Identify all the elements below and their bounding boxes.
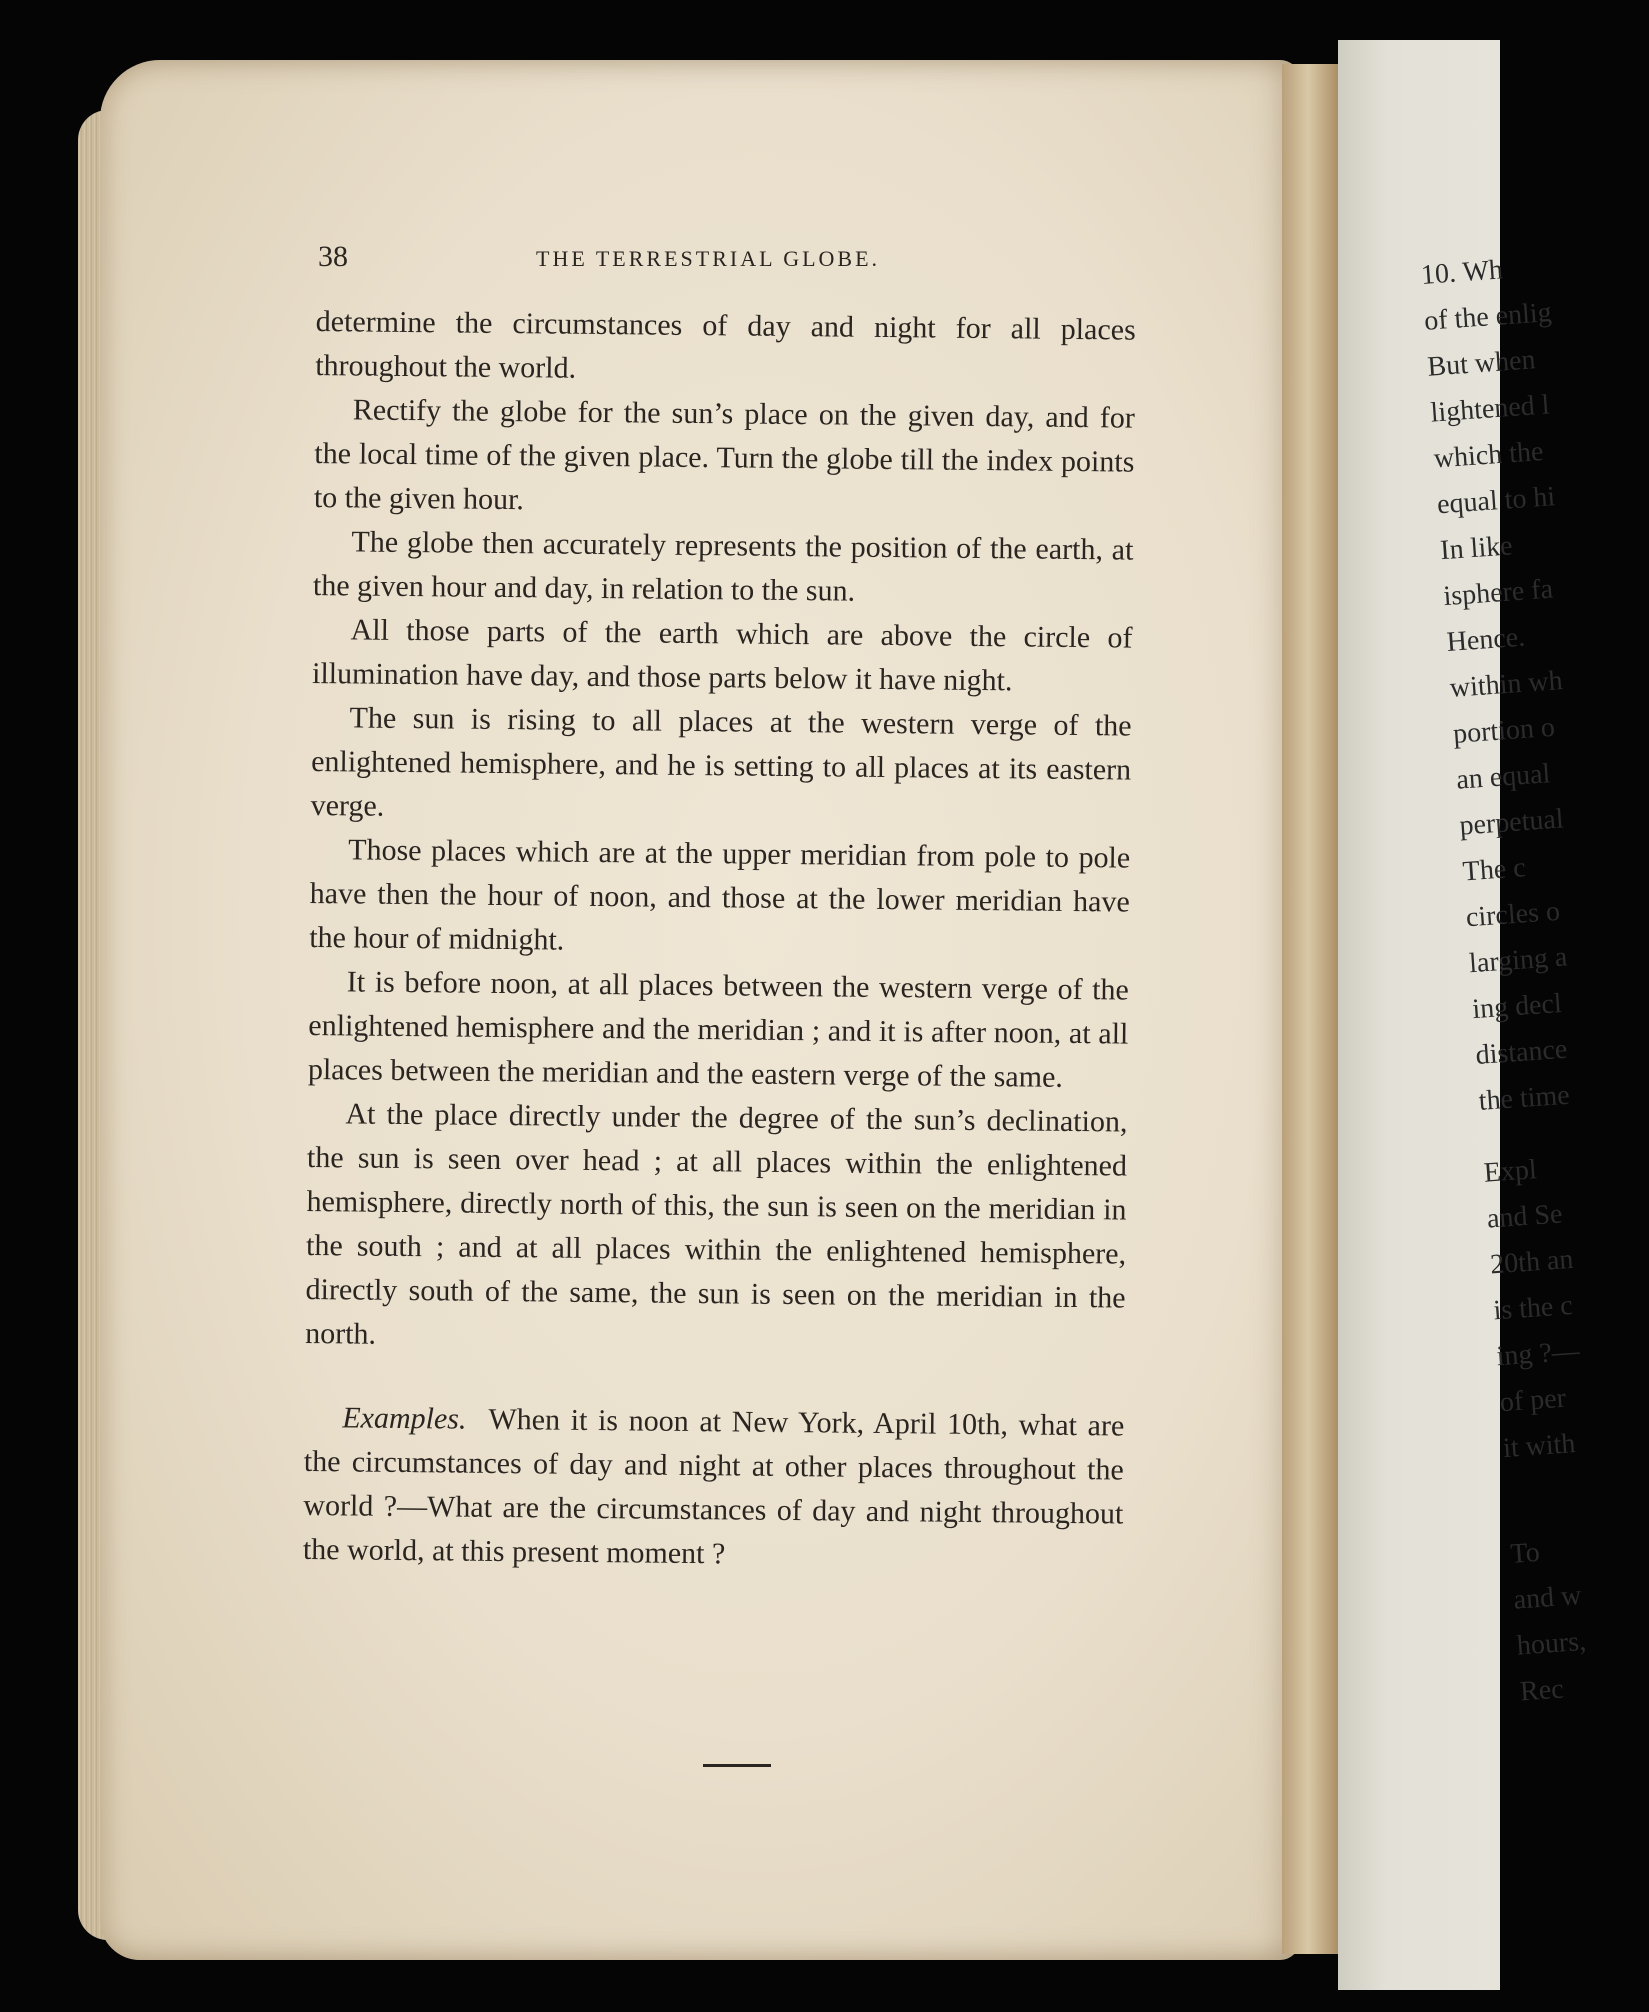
page-number: 38 — [318, 240, 348, 273]
facing-line: hours, — [1515, 1625, 1588, 1662]
facing-line: But when — [1426, 344, 1537, 383]
paragraph: Rectify the globe for the sun’s place on the given day, and for the local time of the given place. Turn the globe till the index points to the given hour. — [313, 393, 1135, 517]
facing-line: distance — [1474, 1033, 1569, 1072]
facing-line: and w — [1512, 1580, 1583, 1616]
paragraph: Those places which are at the upper meridian from pole to pole have then the hour of noon, and those at the lower meridian have the hour of midnight. — [309, 833, 1131, 957]
facing-line: ing decl — [1471, 987, 1563, 1026]
facing-line: within wh — [1448, 665, 1564, 704]
facing-line: The c — [1461, 852, 1527, 888]
facing-line: To — [1509, 1536, 1541, 1570]
examples-label: Examples. — [342, 1401, 467, 1436]
book-gutter — [1282, 64, 1340, 1954]
paragraph: All those parts of the earth which are above the circle of illumination have day, and those parts below it have night. — [311, 613, 1133, 698]
facing-line: and Se — [1485, 1198, 1564, 1235]
facing-line: Hence. — [1445, 621, 1527, 659]
page-header — [318, 240, 1138, 280]
paragraph: The globe then accurately represents the position of the earth, at the given hour and day, in relation to the sun. — [312, 525, 1134, 608]
paragraph: The sun is rising to all places at the western verge of the enlightened hemisphere, and he is setting to all places at its eastern verge. — [310, 701, 1132, 823]
facing-line: isphere fa — [1442, 573, 1554, 613]
examples-text: When it is noon at New York, April 10th, what are the circumstances of day and night at other places throughout the world ?—What are the circumstances of day and night throughout the world, at this present moment ? — [302, 1402, 1125, 1571]
facing-line: ing ?— — [1495, 1335, 1581, 1373]
facing-line: Rec — [1519, 1673, 1565, 1708]
facing-line: circles o — [1464, 895, 1561, 934]
facing-line: larging a — [1468, 941, 1569, 980]
facing-line: 10. Wh — [1420, 254, 1504, 291]
facing-line: an equal — [1455, 758, 1552, 796]
facing-line: Expl — [1482, 1154, 1538, 1189]
facing-line: lightened l — [1429, 389, 1551, 429]
facing-line: it with — [1502, 1428, 1577, 1465]
facing-line: equal to hi — [1436, 481, 1557, 521]
facing-line: which the — [1432, 435, 1545, 475]
examples-paragraph — [303, 1396, 1125, 1581]
facing-line: of the enlig — [1423, 296, 1553, 337]
facing-line: is the c — [1492, 1289, 1574, 1327]
paragraph: At the place directly under the degree of the sun’s declination, the sun is seen over head ; at all places within the enlightened hemisphere, directly north of this, the sun is seen on the meridian in the south ; and at all places within the enlightened hemisphere, directly south of the same, the sun is seen on the meridian in the north. — [305, 1097, 1128, 1351]
paragraph: It is before noon, at all places between the western verge of the enlightened hemisphere and the meridian ; and it is after noon, at all places between the meridian and the eastern verge of the same. — [307, 965, 1129, 1094]
facing-line: In like — [1439, 530, 1514, 567]
section-rule — [703, 1764, 771, 1767]
facing-line: of per — [1498, 1382, 1567, 1419]
facing-line: perpetual — [1458, 803, 1565, 842]
page-body — [303, 300, 1136, 1581]
facing-line: portion o — [1452, 711, 1556, 750]
running-head: THE TERRESTRIAL GLOBE. — [536, 246, 881, 271]
paragraph: determine the circumstances of day and night for all places throughout the world. — [315, 304, 1136, 385]
facing-line: the time — [1477, 1079, 1571, 1117]
facing-line: 20th an — [1489, 1243, 1575, 1281]
